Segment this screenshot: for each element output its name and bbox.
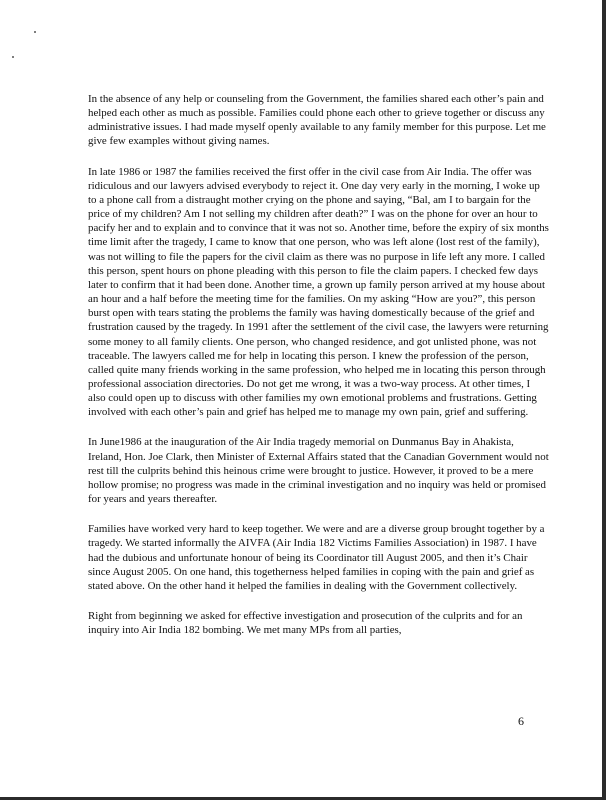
scan-edge-right bbox=[602, 0, 606, 800]
paragraph-1: In the absence of any help or counseling from the Government, the families shared each other’s pain and helped each other as much as possible. Families could phone each other to grieve together or discuss any administrative issues. I had made myself openly available to any family member for this purpose. Let me give few examples without giving names. bbox=[88, 93, 546, 148]
scan-speck bbox=[34, 31, 36, 33]
document-body bbox=[88, 92, 550, 653]
scan-speck bbox=[12, 56, 14, 58]
page-number: 6 bbox=[518, 714, 524, 728]
paragraph-2: In late 1986 or 1987 the families received the first offer in the civil case from Air India. The offer was ridiculous and our lawyers advised everybody to reject it. One day very early in the morning, I woke up to a phone call from a distraught mother crying on the phone and saying, “Bal, am I to bargain for the price of my children? Am I not selling my children after death?” I was on the phone for over an hour to pacify her and to explain and to convince that it was not so. Another time, before the expiry of six months time limit after the tragedy, I came to know that one person, who was left alone (lost rest of the family), was not willing to file the papers for the civil claim as there was no purpose in life left any more. I called this person, spent hours on phone pleading with this person to file the claim papers. I checked few days later to confirm that it had been done. Another time, a grown up family person arrived at my house about an hour and a half before the meeting time for the families. On my asking “How are you?”, this person burst open with tears stating the problems the family was having domestically because of the grief and frustration caused by the tragedy. In 1991 after the settlement of the civil case, the lawyers were returning some money to all family clients. One person, who changed residence, and got unlisted phone, was not traceable. The lawyers called me for help in locating this person. I knew the profession of the person, called quite many friends working in the same profession, who helped me in locating this person through professional association directories. Do not get me wrong, it was a two-way process. At other times, I also could open up to discuss with other families my own emotional problems and frustrations. Getting involved with each other’s pain and grief has helped me to manage my own pain, grief and suffering. bbox=[88, 165, 549, 419]
paragraph-4: Families have worked very hard to keep together. We were and are a diverse group brought together by a tragedy. We started informally the AIVFA (Air India 182 Victims Families Association) in 1987. I have had the dubious and unfortunate honour of being its Coordinator till August 2005, and then it’s Chair since August 2005. On one hand, this togetherness helped families in coping with the pain and grief as stated above. On the other hand it helped the families in dealing with the Government collectively. bbox=[88, 523, 545, 592]
paragraph-5: Right from beginning we asked for effective investigation and prosecution of the culprits and for an inquiry into Air India 182 bombing. We met many MPs from all parties, bbox=[88, 610, 523, 637]
paragraph-3: In June1986 at the inauguration of the Air India tragedy memorial on Dunmanus Bay in Ahakista, Ireland, Hon. Joe Clark, then Minister of External Affairs stated that the Canadian Government would not rest till the culprits behind this heinous crime were brought to justice. However, it proved to be a mere hollow promise; no progress was made in the criminal investigation and no inquiry was held or promised for years and years thereafter. bbox=[88, 436, 549, 506]
